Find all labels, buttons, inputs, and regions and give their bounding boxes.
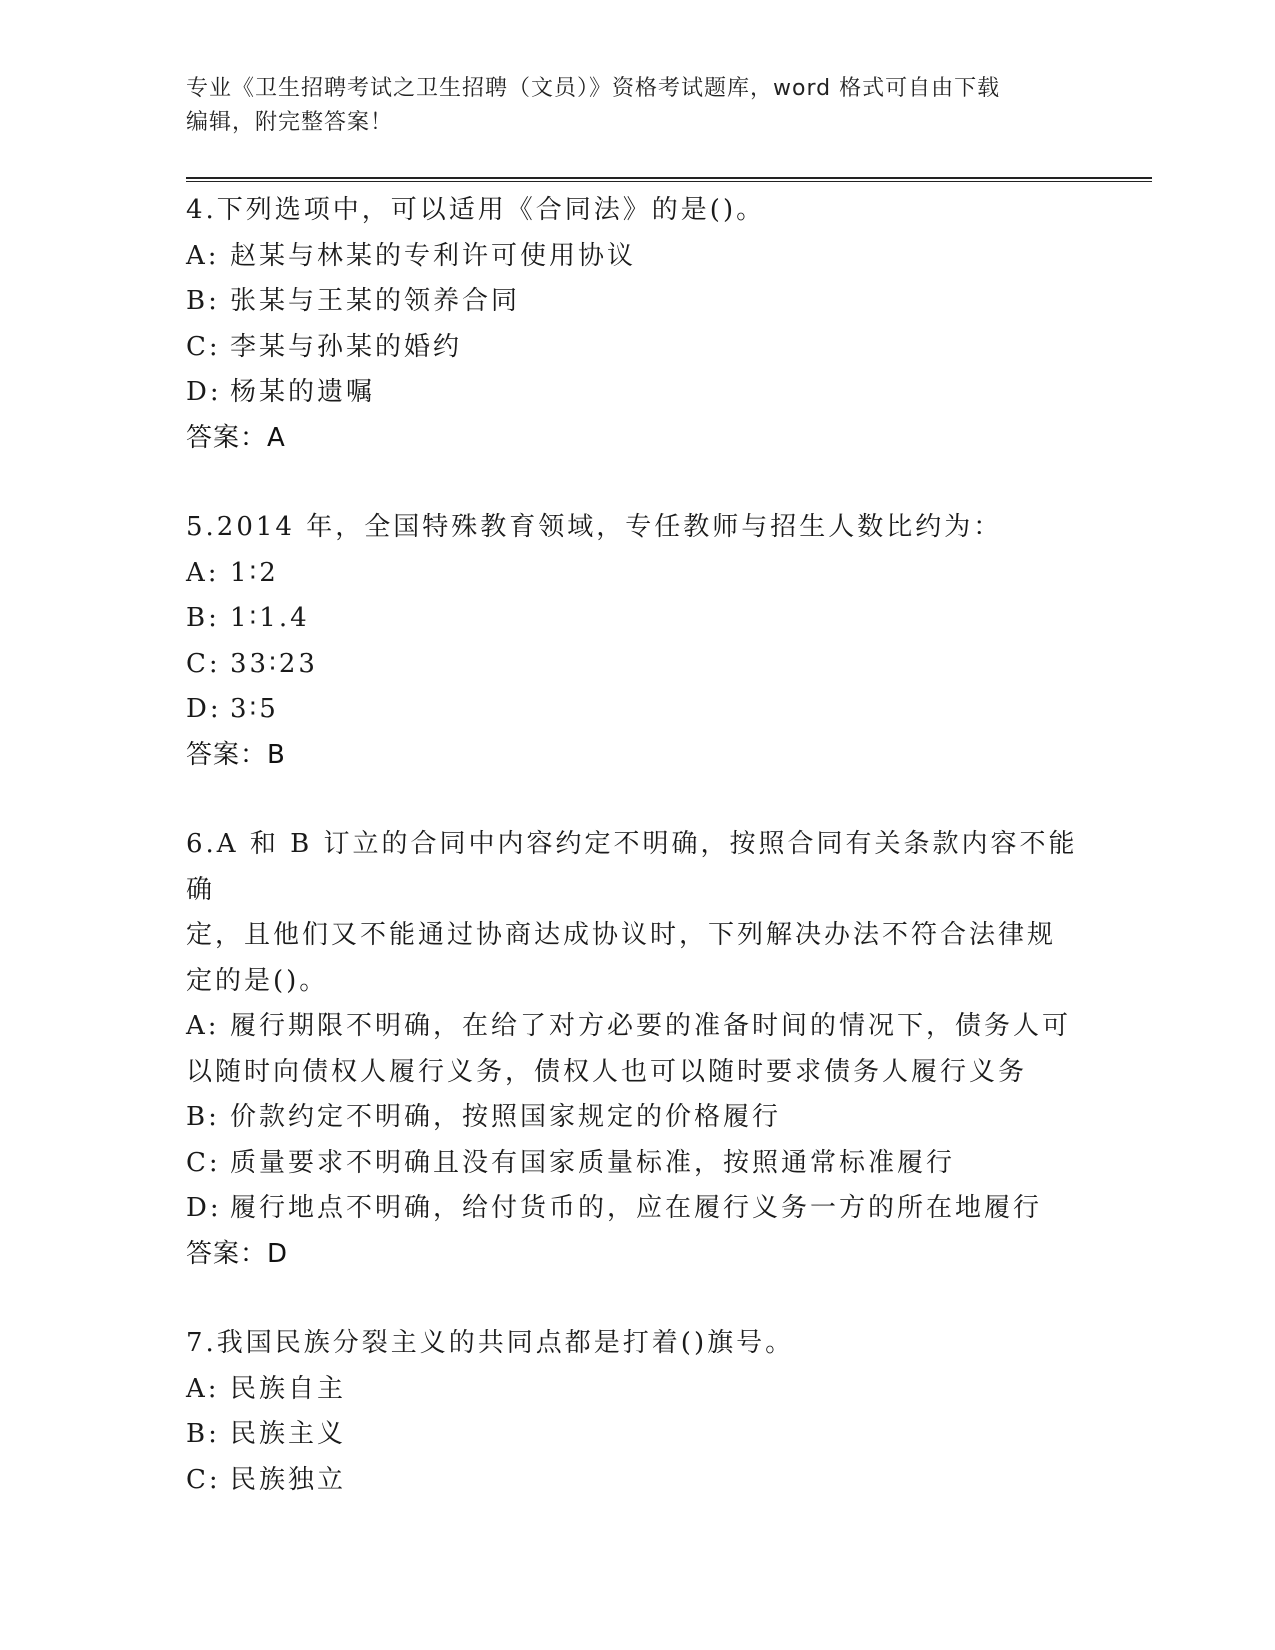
option-letter: D: [186,694,222,724]
question-stem-line-1: 6.A 和 B 订立的合同中内容约定不明确，按照合同有关条款内容不能确 [186,829,1078,905]
question-4 [186,188,1086,461]
option-letter: A: [186,1373,220,1404]
document-header [186,72,1086,140]
question-7 [186,1321,1086,1503]
option-d [186,1186,1086,1232]
option-letter: D: [186,377,222,407]
option-letter: C: [186,1147,221,1178]
question-stem: 5.2014 年，全国特殊教育领域，专任教师与招生人数比约为： [186,512,1003,542]
answer-label: 答案：B [186,739,286,770]
option-text: 1∶2 [230,557,279,588]
question-stem-line-3: 定的是()。 [186,965,329,996]
header-divider-thin [186,181,1152,182]
option-b [186,1095,1086,1141]
option-c [186,642,1086,688]
option-letter: B: [186,1102,220,1132]
option-letter: C: [186,648,221,679]
option-text: 3∶5 [230,694,279,724]
option-a [186,1367,1086,1413]
option-b [186,596,1086,642]
option-b [186,279,1086,325]
option-text: 履行期限不明确，在给了对方必要的准备时间的情况下，债务人可 [230,1011,1072,1041]
option-d [186,370,1086,416]
option-letter: A: [186,240,220,271]
option-text: 价款约定不明确，按照国家规定的价格履行 [230,1102,782,1132]
option-c [186,1141,1086,1187]
option-a-continued: 以随时向债权人履行义务，债权人也可以随时要求债务人履行义务 [186,1056,1028,1087]
option-a [186,551,1086,597]
option-text: 张某与王某的领养合同 [230,286,521,316]
option-text: 赵某与林某的专利许可使用协议 [230,240,637,271]
option-c [186,1458,1086,1504]
option-letter: B: [186,286,220,316]
header-line-2: 编辑，附完整答案！ [186,110,394,135]
option-text: 履行地点不明确，给付货币的，应在履行义务一方的所在地履行 [230,1193,1043,1223]
header-line-1: 专业《卫生招聘考试之卫生招聘（文员）》资格考试题库，word 格式可自由下载 [186,76,1001,101]
question-stem-line-2: 定，且他们又不能通过协商达成协议时，下列解决办法不符合法律规 [186,920,1057,950]
header-divider-thick [186,177,1152,179]
question-6 [186,822,1086,1277]
option-letter: B: [186,1419,220,1449]
option-letter: C: [186,1464,221,1495]
option-text: 质量要求不明确且没有国家质量标准，按照通常标准履行 [230,1147,956,1178]
question-stem: 4.下列选项中，可以适用《合同法》的是()。 [186,195,766,225]
option-text: 杨某的遗嘱 [230,377,376,407]
question-5 [186,505,1086,778]
option-text: 民族独立 [230,1464,347,1495]
option-text: 民族主义 [230,1419,347,1449]
option-letter: A: [186,557,220,588]
option-a [186,1004,1086,1050]
option-text: 李某与孙某的婚约 [230,331,463,362]
option-a [186,234,1086,280]
option-d [186,687,1086,733]
question-stem: 7.我国民族分裂主义的共同点都是打着()旗号。 [186,1328,795,1358]
option-letter: A: [186,1011,220,1041]
option-letter: D: [186,1193,222,1223]
option-c [186,325,1086,371]
option-text: 33∶23 [230,648,318,679]
option-text: 1∶1.4 [230,603,310,633]
question-list [186,188,1086,1547]
answer-label: 答案：A [186,422,286,453]
option-text: 民族自主 [230,1373,347,1404]
option-letter: C: [186,331,221,362]
option-letter: B: [186,603,220,633]
option-b [186,1412,1086,1458]
answer-label: 答案：D [186,1238,289,1269]
